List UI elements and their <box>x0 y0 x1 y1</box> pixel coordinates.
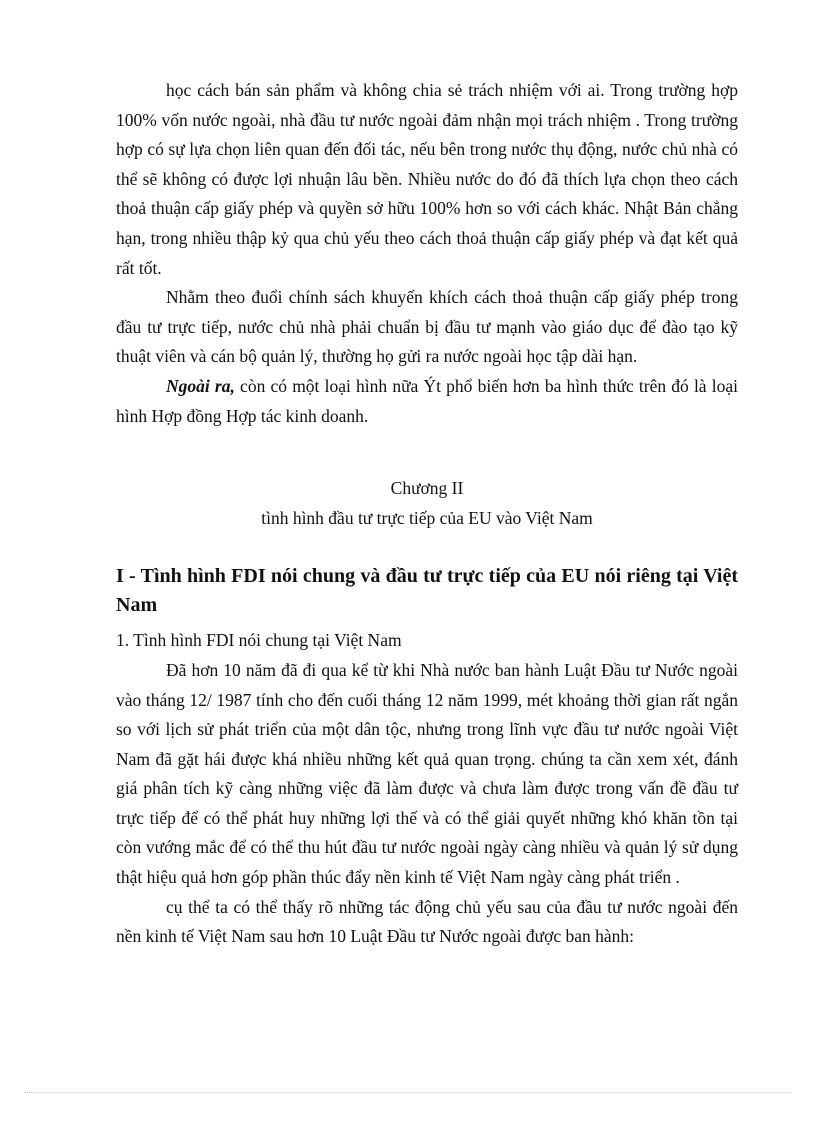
emphasis-rest: còn có một loại hình nữa Ýt phổ biến hơn ba hình thức trên đó là loại hình Hợp đồng Hợp tác kinh doanh. <box>116 375 738 426</box>
paragraph-ownership: học cách bán sản phẩm và không chia sẻ trách nhiệm với ai. Trong trường hợp 100% vốn nước ngoài, nhà đầu tư nước ngoài đảm nhận mọi trách nhiệm . Trong trường hợp có sự lựa chọn liên quan đến đối tác, nếu bên trong nước thụ động, nước chủ nhà có thể sẽ không có được lợi nhuận lâu bền. Nhiều nước do đó đã thích lựa chọn theo cách thoả thuận cấp giấy phép và quyền sở hữu 100% hơn so với cách khác. Nhật Bản chẳng hạn, trong nhiều thập kỷ qua chủ yếu theo cách thoả thuận cấp giấy phép và đạt kết quả rất tốt. <box>116 80 738 278</box>
subsection-heading: 1. Tình hình FDI nói chung tại Việt Nam <box>116 630 402 651</box>
chapter-title: tình hình đầu tư trực tiếp của EU vào Việt Nam <box>261 507 593 528</box>
document-page <box>116 76 738 952</box>
chapter-label: Chương II <box>390 478 464 499</box>
emphasis-lead: Ngoài ra, <box>166 375 235 396</box>
page-bottom-divider <box>24 1092 792 1093</box>
paragraph-other-forms <box>116 372 738 431</box>
paragraph-impacts: cụ thể ta có thể thấy rõ những tác động chủ yếu sau của đầu tư nước ngoài đến nền kinh tế Việt Nam sau hơn 10 Luật Đầu tư Nước ngoài được ban hành: <box>116 896 738 947</box>
section-heading: I - Tình hình FDI nói chung và đầu tư trực tiếp của EU nói riêng tại Việt Nam <box>116 565 738 617</box>
paragraph-fdi-overview: Đã hơn 10 năm đã đi qua kể từ khi Nhà nước ban hành Luật Đầu tư Nước ngoài vào tháng 12/ 1987 tính cho đến cuối tháng 12 năm 1999, mét khoảng thời gian rất ngắn so với lịch sử phát triển của một dân tộc, nhưng trong lĩnh vực đầu tư nước ngoài Việt Nam đã gặt hái được khá nhiều những kết quả quan trọng. chúng ta cần xem xét, đánh giá phân tích kỹ càng những việc đã làm được và chưa làm được trong vấn đề đầu tư trực tiếp để có thể phát huy những lợi thế và có thể giải quyết những khó khăn tồn tại còn vướng mắc để có thể thu hút đầu tư nước ngoài ngày càng nhiều và quản lý sử dụng thật hiệu quả hơn góp phần thúc đẩy nền kinh tế Việt Nam ngày càng phát triển . <box>116 659 738 888</box>
paragraph-education: Nhằm theo đuổi chính sách khuyến khích cách thoả thuận cấp giấy phép trong đầu tư trực tiếp, nước chủ nhà phải chuẩn bị đầu tư mạnh vào giáo dục để đào tạo kỹ thuật viên và cán bộ quản lý, thường họ gửi ra nước ngoài học tập dài hạn. <box>116 287 738 367</box>
